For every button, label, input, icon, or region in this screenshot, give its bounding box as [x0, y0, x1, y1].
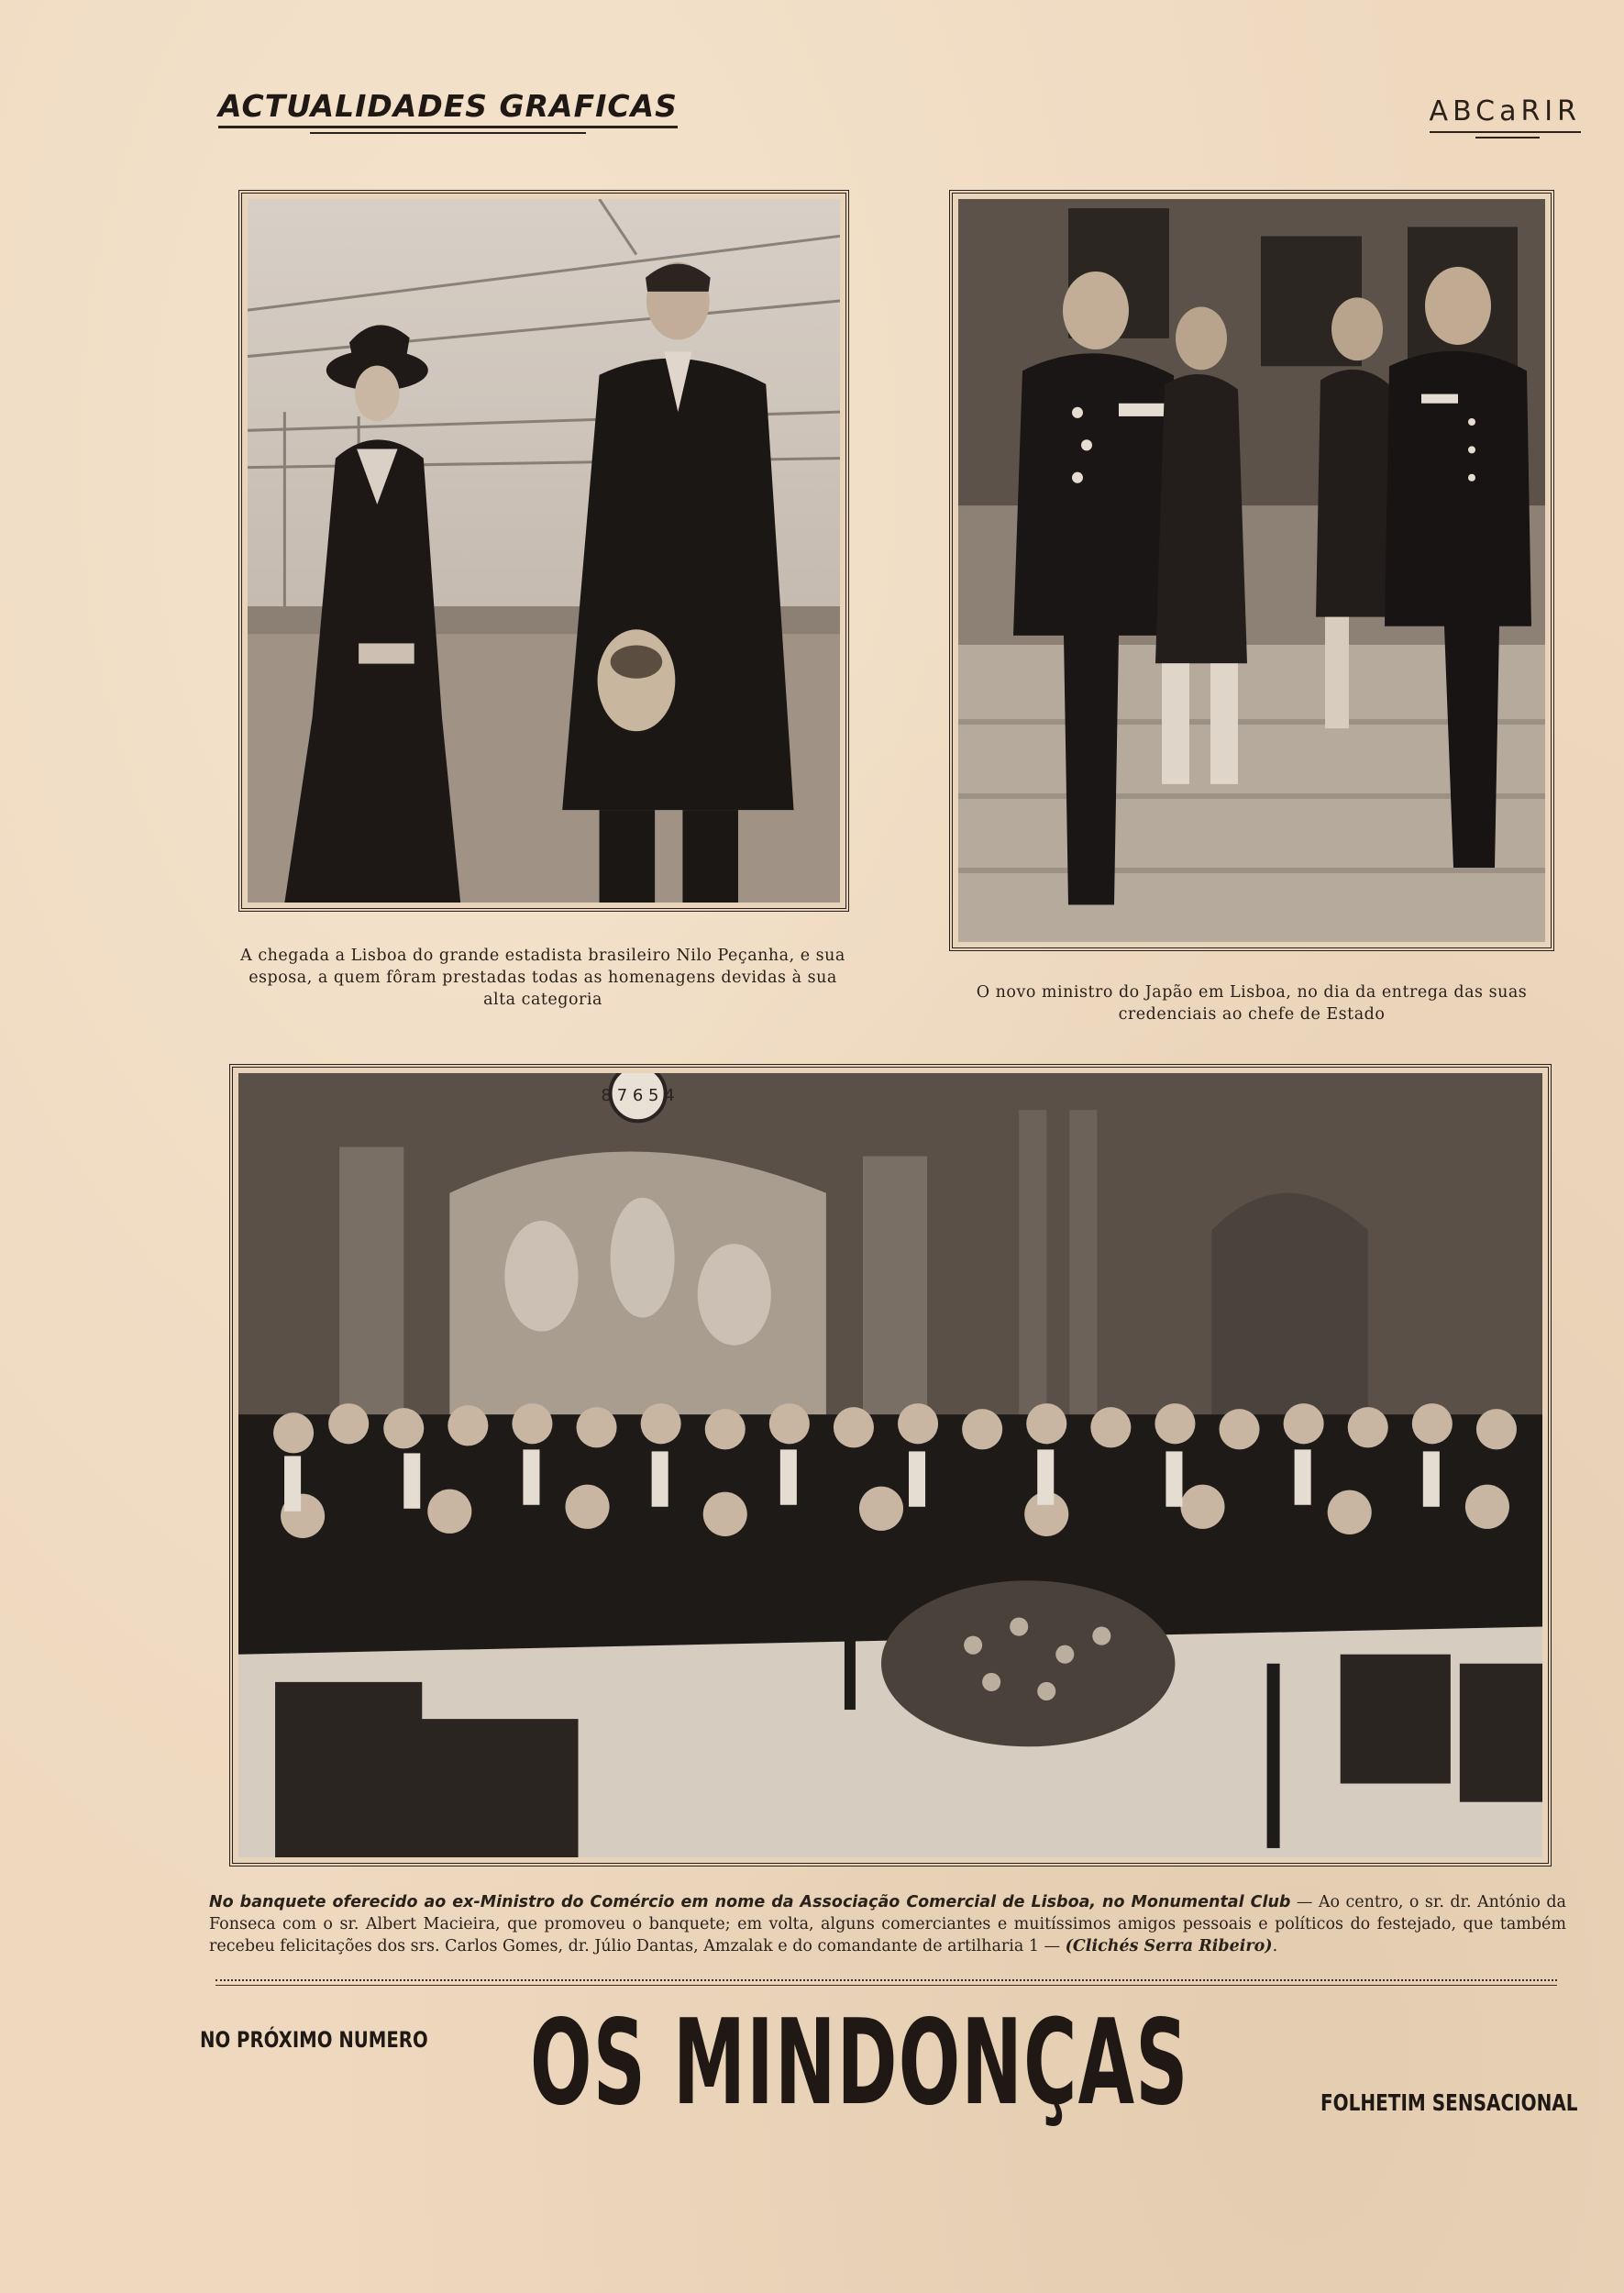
magazine-name: ABCaRIR [1430, 95, 1581, 133]
banquet-caption-end: . [1272, 1937, 1278, 1955]
photo-caption: A chegada a Lisboa do grande estadista brasileiro Nilo Peçanha, e sua esposa, a quem fôram prestadas todas as homenagens devidas à sua alta categoria [240, 947, 845, 1009]
photo-caption: O novo ministro do Japão em Lisboa, no dia da entrega das suas credenciais ao chefe de Estado [976, 983, 1528, 1024]
photo-minister-illustration [958, 199, 1545, 942]
clock-numerals: 8 7 6 5 4 [601, 1086, 675, 1106]
serial-tagline: FOLHETIM SENSACIONAL [1320, 2089, 1578, 2116]
photo-banquet-monumental-club [229, 1064, 1552, 1867]
photo-arrival-illustration [248, 199, 840, 903]
photo-arrival-nilo-pecanha [238, 190, 849, 912]
next-issue-label: NO PRÓXIMO NUMERO [200, 2027, 428, 2053]
photo-image [248, 199, 840, 903]
photo-japanese-minister [949, 190, 1554, 951]
divider-dotted [215, 1979, 1557, 1981]
section-title: ACTUALIDADES GRAFICAS [218, 88, 678, 128]
photo-image [958, 199, 1545, 942]
banquet-caption-lead: No banquete oferecido ao ex-Ministro do Comércio em nome da Associação Comercial de Lisboa, no Monumental Club [209, 1893, 1291, 1911]
banquet-caption-body: — Ao centro, o sr. dr. António da Fonseca com o sr. Albert Macieira, que promoveu o banquete; em volta, alguns comerciantes e muitíssimos amigos pessoais e políticos do festejado, que também recebeu felicitações dos srs. Carlos Gomes, dr. Júlio Dantas, Amzalak e do comandante de artilharia 1 — [209, 1893, 1566, 1955]
photo-credit: (Clichés Serra Ribeiro) [1065, 1937, 1273, 1955]
divider-line [215, 1985, 1557, 1986]
serial-headline: OS MINDONÇAS [530, 1995, 1189, 2132]
photo-banquet-illustration [238, 1073, 1542, 1857]
banquet-caption [209, 1891, 1566, 1957]
photo-image [238, 1073, 1542, 1857]
